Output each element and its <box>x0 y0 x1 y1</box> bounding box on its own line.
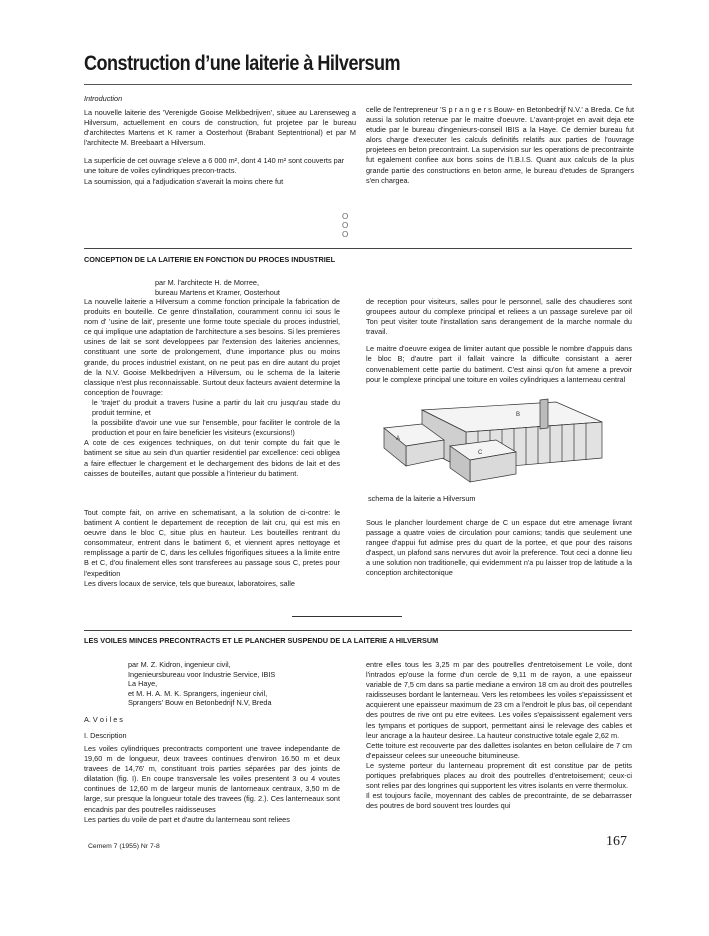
section2-heading: LES VOILES MINCES PRECONTRACTS ET LE PLANCHER SUSPENDU DE LA LAITERIE A HILVERSUM <box>84 636 439 645</box>
list-item: la possibilite d'avoir une vue sur l'ensemble, pour faciliter le controle de la production et pour en faire beneficier les visiteurs (excursions!) <box>92 418 340 438</box>
section2-right-column <box>366 660 632 811</box>
section2-paragraph: Les parties du voile de part et d'autre du lanterneau sont reliees <box>84 814 290 824</box>
section1-paragraph: Le maitre d'oeuvre exigea de limiter autant que possible le nombre d'appuis dans le bloc B; d'autre part il fallait vaincre la difficulte consistant a aerer convenablement cette partie du batiment. C'est ainsi qu'on fut amene a prevoir pour le complexe principal une toiture en voiles cylindriques a lanterneau central <box>366 344 632 384</box>
section1-paragraph: Les divers locaux de service, tels que bureaux, laboratoires, salle <box>84 578 295 588</box>
section1-paragraph: Tout compte fait, on arrive en schematisant, a la solution de ci-contre: le batiment A contient le departement de reception de lait cru, qui est mis en oeuvre dans le bloc C, situe plus en hauteur. Les bouteilles rentrant du consommateur, entrent dans le batiment 6, et viennent apres nettoyage et remplissage a partir de C, dans les cellules frigorifiques situees a la limite entre B et C, d'ou finalement elles sont transferees au passage sous C, pretes pour l'expedition <box>84 508 340 578</box>
section-divider <box>292 616 402 617</box>
section1-heading: CONCEPTION DE LA LAITERIE EN FONCTION DU PROCES INDUSTRIEL <box>84 255 336 264</box>
page-number: 167 <box>606 834 627 849</box>
intro-left-column <box>84 108 356 187</box>
intro-paragraph-4: celle de l'entrepreneur 'S p r a n g e r s Bouw- en Betonbedrijf N.V.' a Breda. Ce fut aussi la solution retenue par le maitre d'oeuvre. L'avant-projet en avait deja ete etudie par le bureau d'ingenieurs-conseil IBIS a la Haye. Ce dernier bureau fut alors charge d'executer les calculs definitifs relatifs aux parties de l'ouvrage projetees en beton precontraint. La supervision sur les operations de precontrainte fut egalement confiee aux bons soins de l'I.B.I.S. Quant aux calculs de la plus grande partie des constructions en beton arme, le bureau d'etudes de Sprangers s'en chargea. <box>366 105 634 185</box>
figure-label-c: C <box>478 450 483 456</box>
ornament-mark: O O O <box>342 212 352 239</box>
section1-left-column-lower <box>84 508 340 589</box>
section1-byline-line: bureau Martens et Kramer, Oosterhout <box>155 287 280 297</box>
figure-label-b: B <box>516 412 521 418</box>
section2-byline <box>128 660 348 708</box>
figure-label-a: A <box>396 436 401 442</box>
section2-paragraph: entre elles tous les 3,25 m par des poutrelles d'entretoisement Le voile, dont l'intrados ep'ouse la forme d'un cercle de 9,11 m de rayon, a une epaisseur variable de 7,5 cm dans sa partie mediane a environ 18 cm au droit des poutrelles raidisseuses bordant le lanterneau. Vers les retombees les voiles s'epaississent et acquierent une epaisseur maximum de 23 cm a l'endroit le plus bas, oil cependant des poutres de rive ont pu etre evitees. Les voiles s'epaississent egalement vers les tympans et portiques de support, permettant ainsi le relevage des cables et leur ancrage a la hauteur desiree. La hauteur constructive totale egale 2,62 m. <box>366 660 632 740</box>
intro-right-column <box>366 105 634 186</box>
section2-paragraph: Les voiles cylindriques precontracts comportent une travee independante de 19,60 m de longueur, deux travees continues d'environ 16.50 m et deux travees de 14,76' m, constituant trois parties séparées par des joints de dilatation (fig. I). En coupe transversale les voiles presentent 3 ou 4 voutes continues de 12,60 m de largeur munis de lantorneaux centraux, 3,50 m de large, sur presque la longueur totale des travees (fig. 2.). Ces lanterneaux sont encadnis par des poutrelles raidisseuses <box>84 744 340 814</box>
section2-subheading-i: I. Description <box>84 731 127 740</box>
section2-subheading-a: A. V o i l e s <box>84 715 123 724</box>
section2-paragraph: Le systeme porteur du lanterneau proprement dit est constitue par de petits portiques prefabriques places au droit des poutrelles d'entretoisement; ceux-ci sont relies par des longrines qui supportent les vitres isolants en verre thermolux. <box>366 760 632 791</box>
intro-paragraph-1: La nouvelle laiterie des 'Verenigde Gooise Melkbedrijven', situee au Larenseweg a Hilversum, actuellement en cours de construction, fut projetee par le bureau d'architectes Martens et K ramer a Oosterhout (Brabant Septentrional) et par M l'architecte M. Breebaart a Hilversum. <box>84 108 356 148</box>
section1-byline-line: par M. l'architecte H. de Morree, <box>155 278 259 287</box>
section1-right-column <box>366 297 632 385</box>
list-item: le 'trajet' du produit a travers l'usine a partir du lait cru jusqu'au stade du produit termine, et <box>92 397 340 418</box>
section1-right-column-lower <box>366 518 632 579</box>
section1-paragraph: de reception pour visiteurs, salles pour le personnel, salle des chaudieres sont groupees autour du complexe principal et reliees a un passage sureleve par oil Ton peut visiter toute l'installation sans derangement de la marche normale du travail. <box>366 297 632 337</box>
page-title: Construction d’une laiterie à Hilversum <box>84 52 401 75</box>
section2-paragraph: Cette toiture est recouverte par des dallettes isolantes en beton cellulaire de 7 cm d'epaisseur celees sur uneeouche bitumineuse. <box>366 740 632 760</box>
section2-byline-line: et M. H. A. M. K. Sprangers, ingenieur civil, <box>128 688 268 698</box>
section2-byline-line: Sprangers' Bouw en Betonbedrijf N.V, Breda <box>128 698 272 708</box>
section1-paragraph: La nouvelle laiterie a Hilversum a comme fonction principale la fabrication de produits en bouteille. Ce genre d'installation, couramment connu ici sous le nom d' 'usine de lait', presente une forme toute speciale du proces industriel, ce qui implique une adaptation de l'architecture a ses besoins. Si les premieres usines de lait se sont developpees par l'extension des laiteries anciennes, constituant une sorte de prolongement, d'une importance plus ou moins grande, du proces industriel existant, on ne peut pas en dire autant du projet de la N.V. Gooise Melkbedrijven a Hilversum, ou le schema de la laiterie classique n'est plus reconnaissable. Surtout deux facteurs avaient determine la conception de l'ouvrage: <box>84 297 340 397</box>
section1-paragraph: A cote de ces exigences techniques, on dut tenir compte du fait que le batiment se situe au sein d'un quartier residentiel par excellence: ceci obligea a faire effectuer le chargement et le dechargement des bidons de lait et des caisses de bouteilles, autant que possible a l'interieur du batiment. <box>84 438 340 478</box>
title-rule <box>84 84 632 85</box>
figure-caption: schema de la laiterie a Hilversum <box>368 494 476 503</box>
section1-left-column <box>84 297 340 479</box>
intro-heading: Introduction <box>84 94 123 103</box>
section2-rule <box>84 630 632 631</box>
section1-paragraph: Sous le plancher lourdement charge de C un espace dut etre amenage livrant passage a quatre voies de circulation pour camions; tandis que seulement une rangee d'appui fut admise pres du quart de la portee, et que pour des raisons d'aspect, un plafond sans nervures dut avoir la preference. Tout ceci a donne lieu a une solution non traditionelle, qui evidemment n'a pu laisser trop de latitude a la conception architectonique <box>366 518 632 578</box>
intro-paragraph-3: La soumission, qui a l'adjudication s'averait la moins chere fut <box>84 176 284 186</box>
dairy-schema-figure <box>366 388 636 488</box>
section2-byline-line: La Haye, <box>128 679 158 689</box>
section2-byline-line: par M. Z. Kidron, ingenieur civil, <box>128 660 231 669</box>
journal-citation: Cemem 7 (1955) Nr 7-8 <box>88 843 160 850</box>
section1-rule <box>84 248 632 249</box>
section2-paragraph: Il est toujours facile, moyennant des cables de precontrainte, de se debarrasser des poutres de bord souvent tres lourdes qui <box>366 791 632 811</box>
section2-left-column <box>84 744 340 825</box>
section1-byline <box>155 278 375 297</box>
intro-paragraph-2: La superficie de cet ouvrage s'eleve a 6 000 m², dont 4 140 m² sont couverts par une toiture de voiles cylindriques precon-tracts. <box>84 156 345 176</box>
section1-factor-list <box>84 398 340 438</box>
section2-byline-line: Ingenieursbureau voor Industrie Service, IBIS <box>128 669 276 679</box>
